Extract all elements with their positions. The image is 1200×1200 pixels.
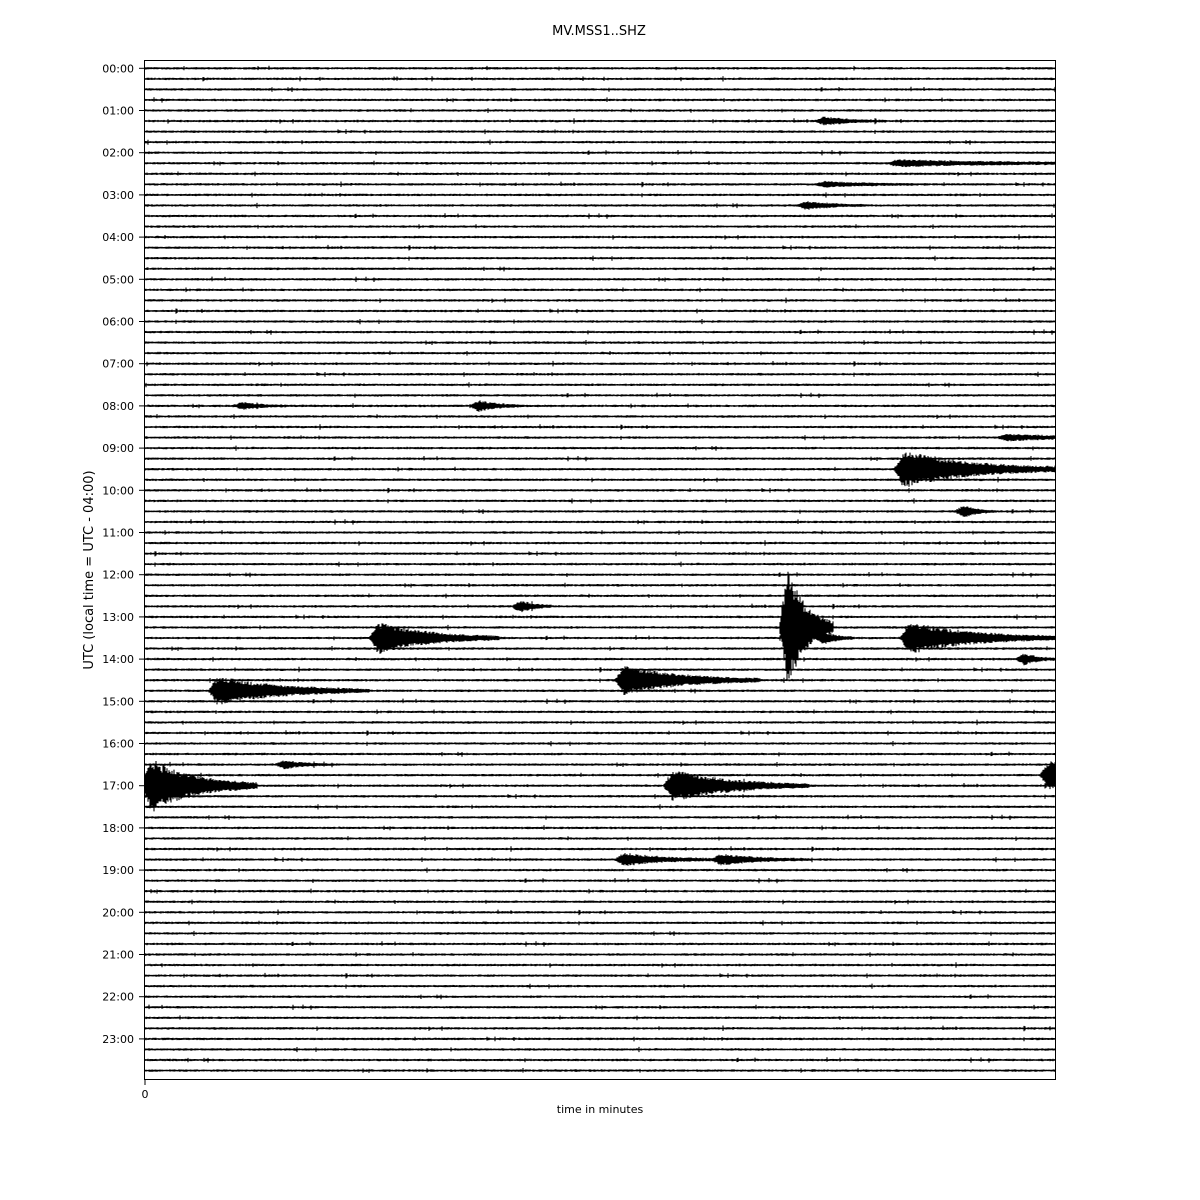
trace-line — [145, 382, 1055, 387]
trace-line — [145, 87, 1055, 92]
y-axis-ticks — [102, 62, 144, 1046]
trace-line — [145, 159, 1055, 167]
trace-line — [145, 66, 1055, 71]
trace-line — [145, 256, 1055, 261]
y-tick-label: 00:00 — [102, 62, 134, 76]
trace-line — [145, 1005, 1055, 1010]
trace-line — [145, 434, 1055, 441]
y-tick-label: 12:00 — [102, 568, 134, 582]
trace-line — [145, 1047, 1055, 1052]
trace-line — [145, 910, 1055, 916]
y-tick-label: 19:00 — [102, 864, 134, 878]
trace-line — [145, 984, 1055, 989]
y-tick-label: 07:00 — [102, 357, 134, 371]
trace-line — [145, 889, 1055, 894]
y-tick-label: 17:00 — [102, 779, 134, 793]
trace-line — [145, 393, 1055, 398]
y-tick-label: 01:00 — [102, 104, 134, 118]
y-tick-label: 04:00 — [102, 231, 134, 245]
trace-line — [145, 340, 1055, 345]
trace-line — [145, 108, 1055, 113]
trace-line — [145, 720, 1055, 726]
y-tick-label: 06:00 — [102, 315, 134, 329]
trace-line — [145, 1068, 1055, 1073]
y-tick-label: 23:00 — [102, 1032, 134, 1046]
trace-line — [145, 1015, 1055, 1020]
y-axis-label: UTC (local time = UTC - 04:00) — [82, 470, 97, 670]
y-tick-label: 20:00 — [102, 906, 134, 920]
trace-line — [145, 931, 1055, 936]
trace-line — [145, 794, 1055, 799]
y-tick-label: 13:00 — [102, 610, 134, 624]
trace-line — [145, 868, 1055, 873]
trace-line — [145, 213, 1055, 218]
y-tick-label: 16:00 — [102, 737, 134, 751]
trace-line — [145, 710, 1055, 715]
trace-line — [145, 900, 1055, 905]
y-tick-label: 21:00 — [102, 948, 134, 962]
trace-line — [145, 245, 1055, 251]
trace-line — [145, 846, 1055, 852]
trace-line — [145, 540, 1055, 546]
x-axis-ticks — [142, 1080, 149, 1102]
y-tick-label: 02:00 — [102, 146, 134, 160]
trace-line — [145, 97, 1055, 102]
y-tick-label: 03:00 — [102, 188, 134, 202]
trace-line — [145, 400, 1055, 411]
trace-line — [145, 224, 1055, 229]
y-tick-label: 18:00 — [102, 821, 134, 835]
x-axis-label: time in minutes — [556, 1103, 644, 1116]
trace-line — [145, 836, 1055, 841]
trace-line — [145, 761, 1055, 811]
trace-line — [145, 583, 1055, 588]
y-tick-label: 22:00 — [102, 990, 134, 1004]
trace-line — [145, 498, 1055, 503]
trace-line — [145, 488, 1055, 494]
trace-line — [145, 601, 1055, 612]
trace-line — [145, 234, 1055, 240]
trace-line — [145, 372, 1055, 377]
trace-line — [145, 150, 1055, 155]
trace-line — [145, 140, 1055, 145]
trace-line — [145, 172, 1055, 177]
trace-line — [145, 614, 1055, 619]
trace-line — [145, 506, 1055, 516]
trace-line — [145, 277, 1055, 282]
trace-line — [145, 741, 1055, 746]
trace-line — [145, 825, 1055, 830]
trace-line — [145, 994, 1055, 999]
trace-line — [145, 329, 1055, 334]
trace-line — [145, 730, 1055, 736]
trace-line — [145, 878, 1055, 883]
trace-line — [145, 1057, 1055, 1062]
y-tick-label: 05:00 — [102, 273, 134, 287]
y-tick-label: 10:00 — [102, 484, 134, 498]
y-tick-label: 11:00 — [102, 526, 134, 540]
trace-line — [145, 76, 1055, 81]
trace-line — [145, 562, 1055, 567]
trace-line — [145, 201, 1055, 210]
trace-line — [145, 117, 1055, 126]
y-tick-label: 08:00 — [102, 399, 134, 413]
seismic-traces — [145, 66, 1055, 1073]
chart-title: MV.MSS1..SHZ — [552, 24, 646, 39]
trace-line — [145, 309, 1055, 314]
y-tick-label: 15:00 — [102, 695, 134, 709]
trace-line — [145, 920, 1055, 925]
trace-line — [145, 288, 1055, 293]
trace-line — [145, 530, 1055, 535]
trace-line — [145, 853, 1055, 866]
trace-line — [145, 414, 1055, 419]
trace-line — [145, 351, 1055, 356]
trace-line — [145, 594, 1055, 599]
trace-line — [145, 952, 1055, 957]
trace-line — [145, 1037, 1055, 1042]
trace-line — [145, 266, 1055, 271]
trace-line — [145, 298, 1055, 304]
trace-line — [145, 1026, 1055, 1032]
trace-line — [145, 654, 1055, 665]
trace-line — [145, 699, 1055, 704]
trace-line — [145, 941, 1055, 946]
trace-line — [145, 446, 1055, 451]
trace-line — [145, 667, 1055, 673]
trace-line — [145, 962, 1055, 968]
trace-line — [145, 319, 1055, 324]
trace-line — [145, 752, 1055, 757]
trace-line — [145, 424, 1055, 430]
trace-line — [145, 192, 1055, 197]
trace-line — [145, 551, 1055, 556]
trace-line — [145, 129, 1055, 134]
trace-line — [145, 973, 1055, 979]
trace-line — [145, 761, 1055, 770]
trace-line — [145, 572, 1055, 577]
trace-line — [145, 519, 1055, 524]
y-tick-label: 09:00 — [102, 442, 134, 456]
trace-line — [145, 804, 1055, 809]
y-tick-label: 14:00 — [102, 653, 134, 667]
trace-line — [145, 815, 1055, 820]
plot-frame — [145, 61, 1056, 1080]
trace-line — [145, 181, 1055, 188]
x-tick-label: 0 — [141, 1088, 149, 1101]
trace-line — [145, 361, 1055, 367]
